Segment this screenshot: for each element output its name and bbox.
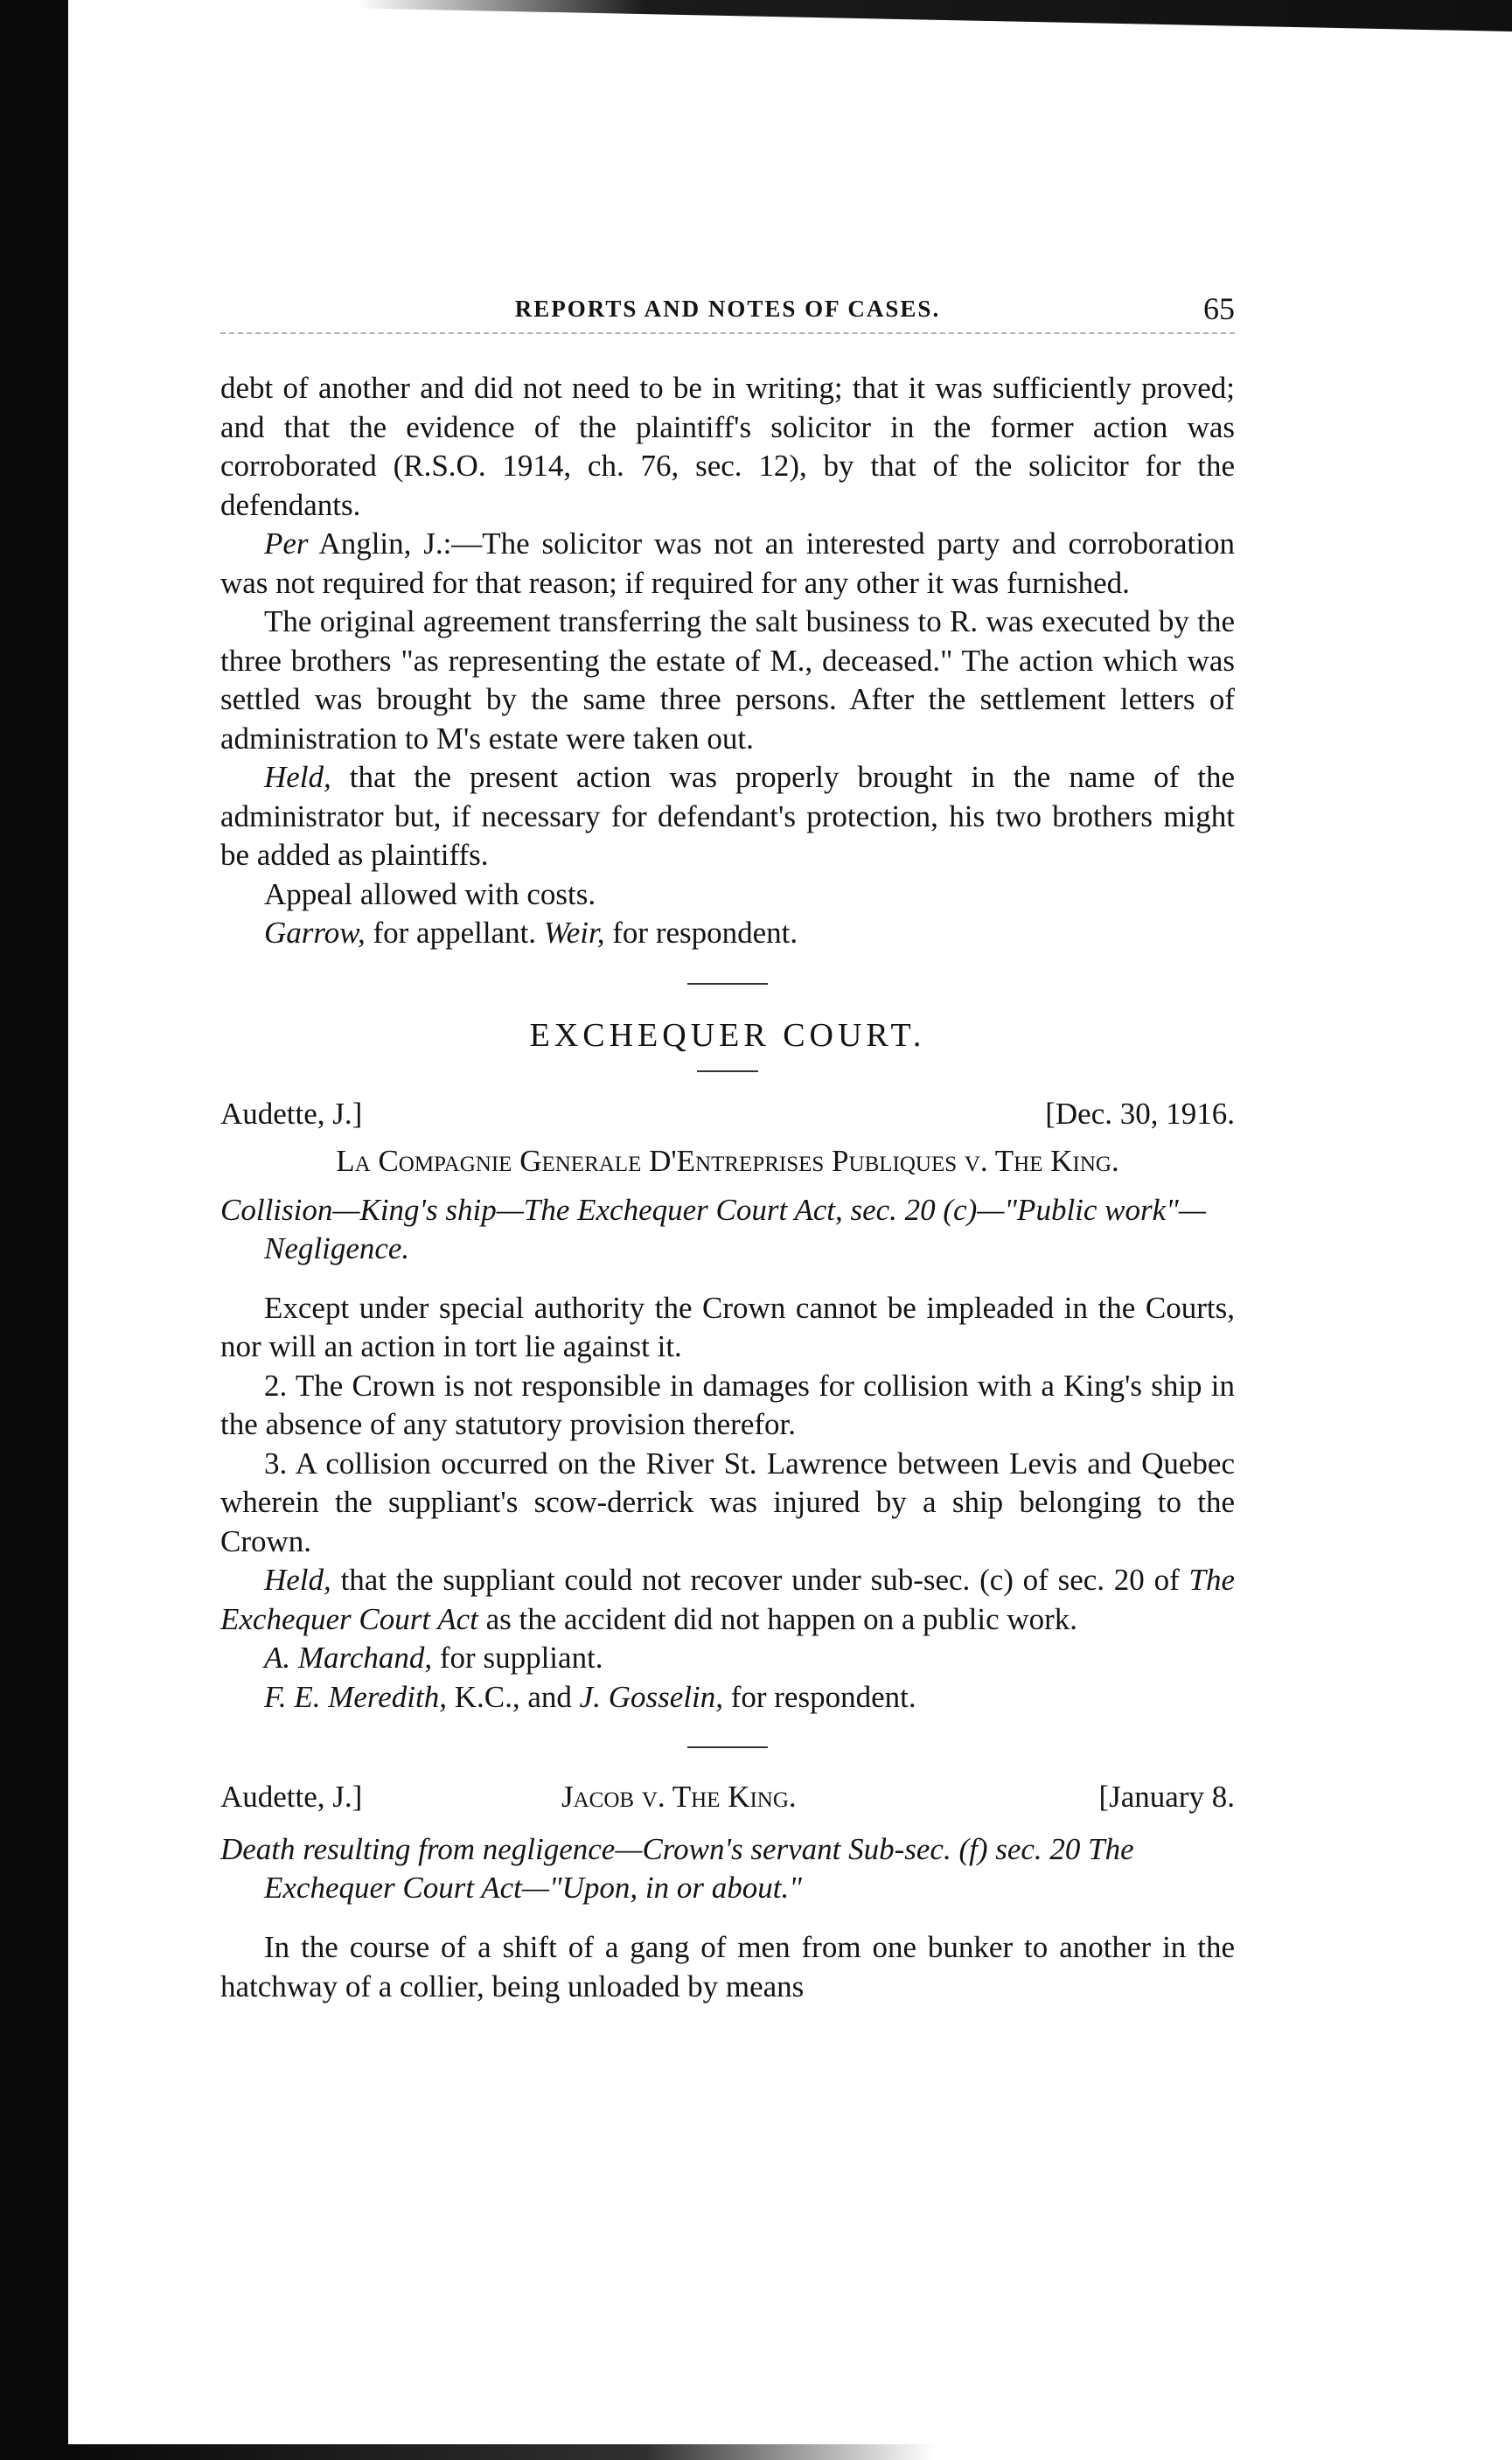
section-divider	[687, 983, 768, 985]
page-body	[220, 289, 1235, 2006]
held-label: Held,	[264, 760, 331, 794]
case-1-counsel-b-mid: K.C., and	[447, 1679, 580, 1714]
case-1-held	[220, 1561, 1235, 1639]
scan-border-top	[68, 0, 1512, 31]
case-1-counsel-respondent	[220, 1678, 1235, 1718]
paragraph-debt: debt of another and did not need to be in writing; that it was sufficiently proved; and that the evidence of the plaintiff's solicitor in the former action was corroborated (R.S.O. 1914, ch. 76, sec. 12), by that of the solicitor for the defendants.	[220, 371, 1235, 522]
running-head	[220, 289, 1235, 334]
case-1-counsel-suppliant	[220, 1639, 1235, 1678]
paragraph-agreement: The original agreement transferring the salt business to R. was executed by the three brothers "as representing the estate of M., deceased." The action which was settled was brought by the same three persons. After the settlement letters of administration to M's estate were taken out.	[220, 604, 1235, 756]
case-1-headnote: Collision—King's ship—The Exchequer Court Act, sec. 20 (c)—"Public work"—Negligence.	[220, 1192, 1206, 1265]
case-divider	[687, 1746, 768, 1748]
case-2-judge-line	[220, 1780, 1235, 1820]
case-1-paragraph-1: Except under special authority the Crown cannot be impleaded in the Courts, nor will an action in tort lie against it.	[220, 1290, 1235, 1363]
case-1-title: La Compagnie Generale D'Entreprises Publiques v. The King.	[336, 1143, 1119, 1178]
case-1-judge: Audette, J.]	[220, 1096, 363, 1131]
paragraph-appeal: Appeal allowed with costs.	[264, 876, 596, 911]
case-1-held-act: The Exchequer Court Act	[220, 1563, 1235, 1636]
counsel-text-respondent: for respondent.	[604, 916, 798, 950]
paragraph-counsel	[220, 914, 1235, 953]
case-2-title: Jacob v. The King.	[561, 1780, 797, 1814]
heading-divider	[697, 1070, 758, 1072]
page-number: 65	[1203, 291, 1235, 326]
case-1-counsel-b-text: for respondent.	[722, 1679, 916, 1714]
case-1-held-text-a: that the suppliant could not recover under sub-sec. (c) of sec. 20 of	[331, 1563, 1189, 1597]
case-1-judge-line	[220, 1097, 1235, 1137]
case-2-judge: Audette, J.]	[220, 1780, 363, 1814]
paragraph-held	[220, 758, 1235, 875]
case-1-counsel-b-name: F. E. Meredith,	[264, 1679, 447, 1714]
paragraph-anglin	[220, 525, 1235, 603]
anglin-text: Anglin, J.:—The solicitor was not an interested party and corroboration was not required for that reason; if required for any other it was furnished.	[220, 526, 1235, 600]
case-1-counsel-a-name: A. Marchand,	[264, 1641, 433, 1675]
scan-border-bottom	[68, 2444, 1512, 2460]
case-1-counsel-a-text: for suppliant.	[432, 1641, 603, 1675]
per-label: Per	[264, 526, 309, 561]
counsel-name-appellant: Garrow,	[264, 916, 366, 950]
held-text: that the present action was properly brought in the name of the administrator but, if necessary for defendant's protection, his two brothers might be added as plaintiffs.	[220, 760, 1235, 872]
case-1-paragraph-3: 3. A collision occurred on the River St. Lawrence between Levis and Quebec wherein the suppliant's scow-derrick was injured by a ship belonging to the Crown.	[220, 1446, 1235, 1558]
court-heading: EXCHEQUER COURT.	[529, 1016, 926, 1054]
counsel-text-appellant: for appellant.	[365, 916, 544, 950]
case-2-headnote: Death resulting from negligence—Crown's servant Sub-sec. (f) sec. 20 The Exchequer Court Act—"Upon, in or about."	[220, 1832, 1134, 1905]
case-1-held-label: Held,	[264, 1563, 331, 1597]
case-1-counsel-b-name2: J. Gosselin,	[579, 1679, 723, 1714]
counsel-name-respondent: Weir,	[543, 916, 605, 950]
case-1-paragraph-2: 2. The Crown is not responsible in damages for collision with a King's ship in the absence of any statutory provision therefor.	[220, 1368, 1235, 1441]
case-2-date: [January 8.	[1098, 1780, 1235, 1814]
case-1-held-text-b: as the accident did not happen on a public work.	[477, 1601, 1078, 1636]
scan-border-left	[0, 0, 68, 2460]
case-2-paragraph-1: In the course of a shift of a gang of men from one bunker to another in the hatchway of a collier, being unloaded by means	[220, 1930, 1235, 2004]
case-1-date: [Dec. 30, 1916.	[1045, 1096, 1235, 1131]
running-title: REPORTS AND NOTES OF CASES.	[514, 296, 941, 322]
